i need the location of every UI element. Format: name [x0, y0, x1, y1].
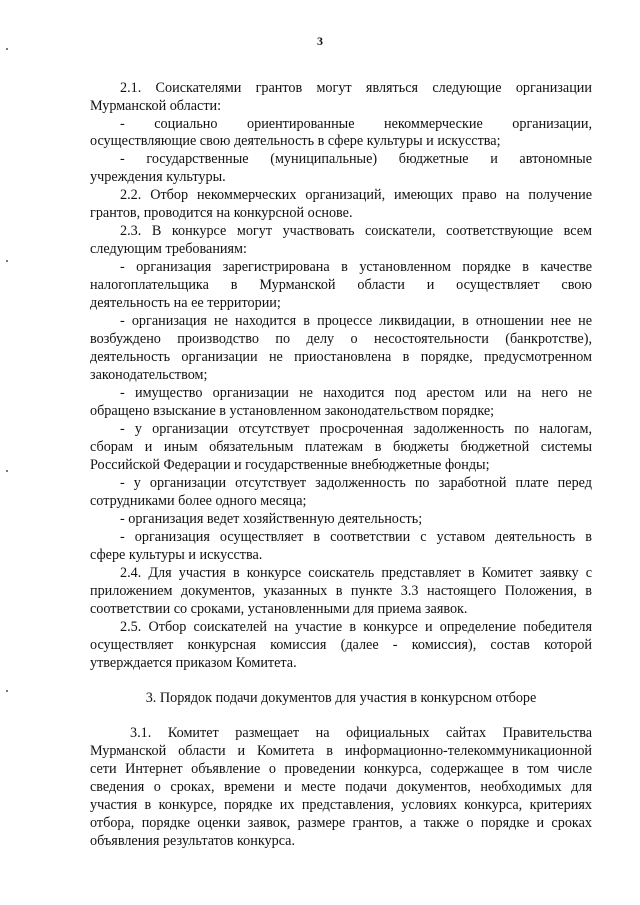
paragraph-line: осуществляет конкурсная комиссия (далее - комиссия), состав которой	[90, 637, 592, 653]
paragraph-line: Мурманской области и Комитета в информационно-телекоммуникационной	[90, 743, 592, 759]
scan-artifact	[6, 470, 8, 472]
paragraph-line: 2.2. Отбор некоммерческих организаций, имеющих право на получение	[120, 187, 592, 203]
list-item-line: - организация осуществляет в соответствии с уставом деятельность в	[120, 529, 592, 545]
list-item-line: Российской Федерации и государственные внебюджетные фонды;	[90, 457, 490, 473]
list-item-line: сотрудниками более одного месяца;	[90, 493, 307, 509]
paragraph-line: участия в конкурсе, порядке их представления, условиях конкурса, критериях	[90, 797, 592, 813]
list-item-line: - у организации отсутствует просроченная задолженность по налогам,	[120, 421, 592, 437]
paragraph-line: сети Интернет объявление о проведении конкурса, содержащее в том числе	[90, 761, 592, 777]
list-item-line: деятельность организации не приостановлена в порядке, предусмотренном	[90, 349, 592, 365]
list-item-line: - организация зарегистрирована в установленном порядке в качестве	[120, 259, 592, 275]
list-item-line: - имущество организации не находится под арестом или на него не	[120, 385, 592, 401]
paragraph-line: 2.3. В конкурсе могут участвовать соискатели, соответствующие всем	[120, 223, 592, 239]
list-item-line: - у организации отсутствует задолженность по заработной плате перед	[120, 475, 592, 491]
scan-artifact	[6, 690, 8, 692]
list-item-line: - государственные (муниципальные) бюджетные и автономные	[120, 151, 592, 167]
list-item-line: сборам и иным обязательным платежам в бюджеты бюджетной системы	[90, 439, 592, 455]
paragraph-line: 3.1. Комитет размещает на официальных сайтах Правительства	[130, 725, 592, 741]
paragraph-line: Мурманской области:	[90, 98, 222, 114]
paragraph-line: 2.4. Для участия в конкурсе соискатель представляет в Комитет заявку с	[120, 565, 592, 581]
list-item-line: сфере культуры и искусства.	[90, 547, 263, 563]
list-item-line: осуществляющие свою деятельность в сфере культуры и искусства;	[90, 133, 501, 149]
paragraph-line: сведения о сроках, времени и месте подачи документов, необходимых для	[90, 779, 592, 795]
list-item-line: деятельность на ее территории;	[90, 295, 281, 311]
paragraph-line: следующим требованиям:	[90, 241, 247, 257]
list-item-line: законодательством;	[90, 367, 208, 383]
paragraph-line: 2.5. Отбор соискателей на участие в конкурсе и определение победителя	[120, 619, 592, 635]
scan-artifact	[6, 260, 8, 262]
paragraph-line: объявления результатов конкурса.	[90, 833, 296, 849]
paragraph-line: приложением документов, указанных в пункте 3.3 настоящего Положения, в	[90, 583, 592, 599]
list-item-line: возбуждено производство по делу о несостоятельности (банкротстве),	[90, 331, 592, 347]
list-item-line: - социально ориентированные некоммерческие организации,	[120, 116, 592, 132]
paragraph-line: отбора, порядке оценки заявок, размере грантов, а также о порядке и сроках	[90, 815, 592, 831]
list-item-line: налогоплательщика в Мурманской области и осуществляет свою	[90, 277, 592, 293]
paragraph-line: 2.1. Соискателями грантов могут являться следующие организации	[120, 80, 592, 96]
list-item-line: учреждения культуры.	[90, 169, 226, 185]
list-item-line: обращено взыскание в установленном законодательством порядке;	[90, 403, 495, 419]
paragraph-line: грантов, проводится на конкурсной основе.	[90, 205, 353, 221]
paragraph-line: соответствии со сроками, установленными для приема заявок.	[90, 601, 468, 617]
page-number: 3	[317, 34, 323, 48]
paragraph-line: утверждается приказом Комитета.	[90, 655, 297, 671]
section-heading: 3. Порядок подачи документов для участия в конкурсном отборе	[145, 690, 537, 706]
list-item-line: - организация ведет хозяйственную деятельность;	[120, 511, 423, 527]
list-item-line: - организация не находится в процессе ликвидации, в отношении нее не	[120, 313, 592, 329]
